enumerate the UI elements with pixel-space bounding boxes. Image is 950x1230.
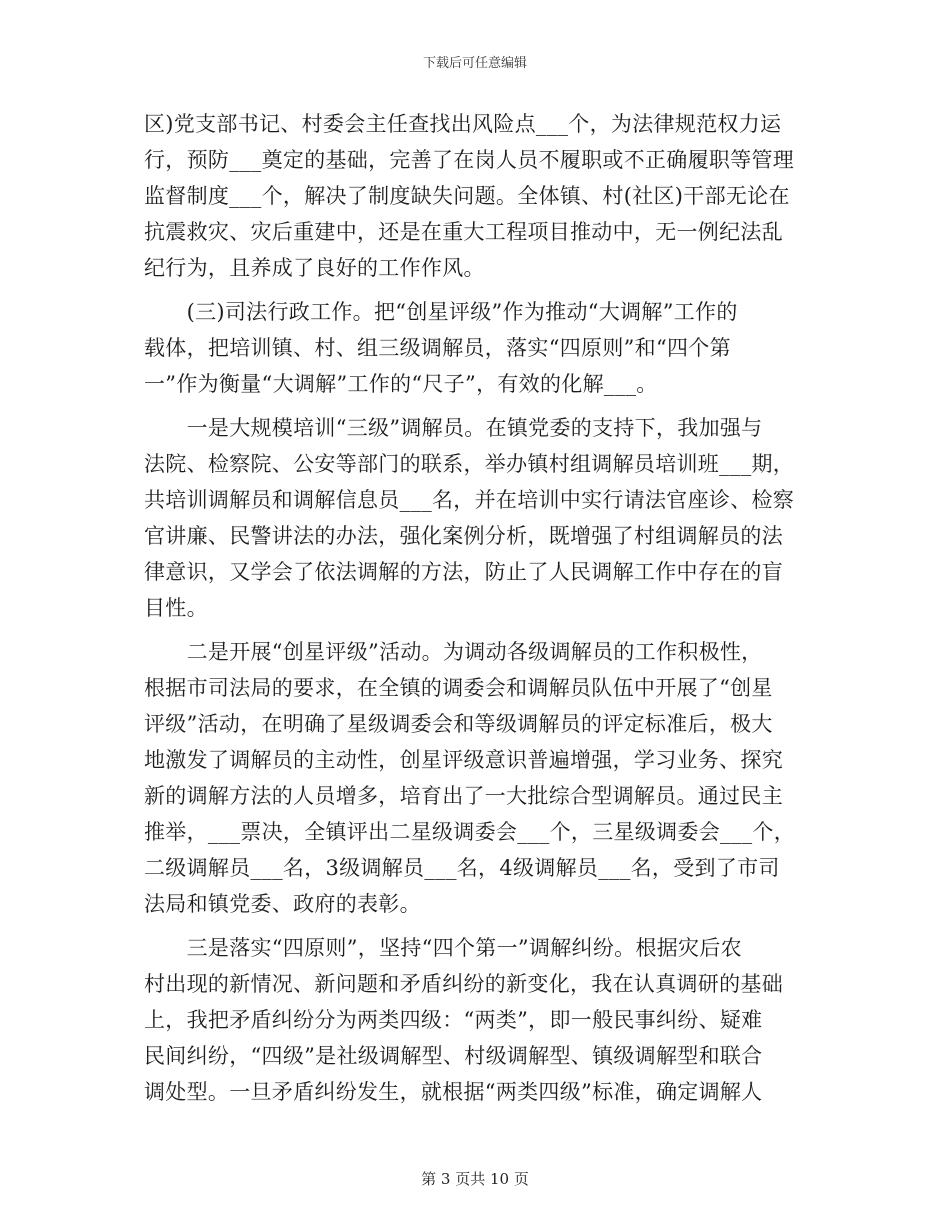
- text-line: 根据市司法局的要求，在全镇的调委会和调解员队伍中开展了“创星: [144, 676, 773, 700]
- text-line: 调处型。一旦矛盾纠纷发生，就根据“两类四级”标准，确定调解人: [144, 1080, 763, 1104]
- paragraph: [144, 294, 804, 402]
- text-line: 推举，___票决，全镇评出二星级调委会___个，三星级调委会___个，: [144, 820, 795, 844]
- text-line: (三)司法行政工作。把“创星评级”作为推动“大调解”工作的: [144, 300, 738, 324]
- text-line: 载体，把培训镇、村、组三级调解员，落实“四原则”和“四个第: [144, 336, 731, 360]
- text-line: 纪行为，且养成了良好的工作作风。: [144, 256, 485, 280]
- text-line: 新的调解方法的人员增多，培育出了一大批综合型调解员。通过民主: [144, 784, 783, 808]
- text-line: 监督制度___个，解决了制度缺失问题。全体镇、村(社区)干部无论在: [144, 184, 790, 208]
- page-header: 下载后可任意编辑: [422, 56, 527, 71]
- text-line: 法局和镇党委、政府的表彰。: [144, 892, 421, 916]
- text-line: 一是大规模培训“三级”调解员。在镇党委的支持下，我加强与: [144, 416, 763, 440]
- text-line: 二是开展“创星评级”活动。为调动各级调解员的工作积极性，: [144, 640, 763, 664]
- text-line: 律意识，又学会了依法调解的方法，防止了人民调解工作中存在的盲: [144, 560, 783, 584]
- text-line: 法院、检察院、公安等部门的联系，举办镇村组调解员培训班___期，: [144, 452, 795, 476]
- paragraph: [144, 930, 804, 1110]
- text-line: 三是落实“四原则”，坚持“四个第一”调解纠纷。根据灾后农: [144, 936, 742, 960]
- text-line: 民间纠纷，“四级”是社级调解型、村级调解型、镇级调解型和联合: [144, 1044, 763, 1068]
- paragraph: [144, 106, 804, 286]
- text-line: 行，预防___奠定的基础，完善了在岗人员不履职或不正确履职等管理: [144, 148, 795, 172]
- text-line: 二级调解员___名，3级调解员___名，4级调解员___名，受到了市司: [144, 856, 780, 880]
- page-footer: 第 3 页共 10 页: [421, 1170, 529, 1188]
- document-body: [144, 106, 804, 1110]
- text-line: 目性。: [144, 596, 208, 620]
- text-line: 评级”活动，在明确了星级调委会和等级调解员的评定标准后，极大: [144, 712, 773, 736]
- paragraph: [144, 410, 804, 626]
- text-line: 上，我把矛盾纠纷分为两类四级：“两类”，即一般民事纠纷、疑难: [144, 1008, 763, 1032]
- text-line: 村出现的新情况、新问题和矛盾纠纷的新变化，我在认真调研的基础: [144, 972, 783, 996]
- text-line: 共培训调解员和调解信息员___名，并在培训中实行请法官座诊、检察: [144, 488, 795, 512]
- text-line: 官讲廉、民警讲法的办法，强化案例分析，既增强了村组调解员的法: [144, 524, 783, 548]
- text-line: 地激发了调解员的主动性，创星评级意识普遍增强，学习业务、探究: [144, 748, 783, 772]
- text-line: 抗震救灾、灾后重建中，还是在重大工程项目推动中，无一例纪法乱: [144, 220, 783, 244]
- text-line: 区)党支部书记、村委会主任查找出风险点___个，为法律规范权力运: [144, 112, 782, 136]
- paragraph: [144, 634, 804, 922]
- text-line: 一”作为衡量“大调解”工作的“尺子”，有效的化解___。: [144, 372, 658, 396]
